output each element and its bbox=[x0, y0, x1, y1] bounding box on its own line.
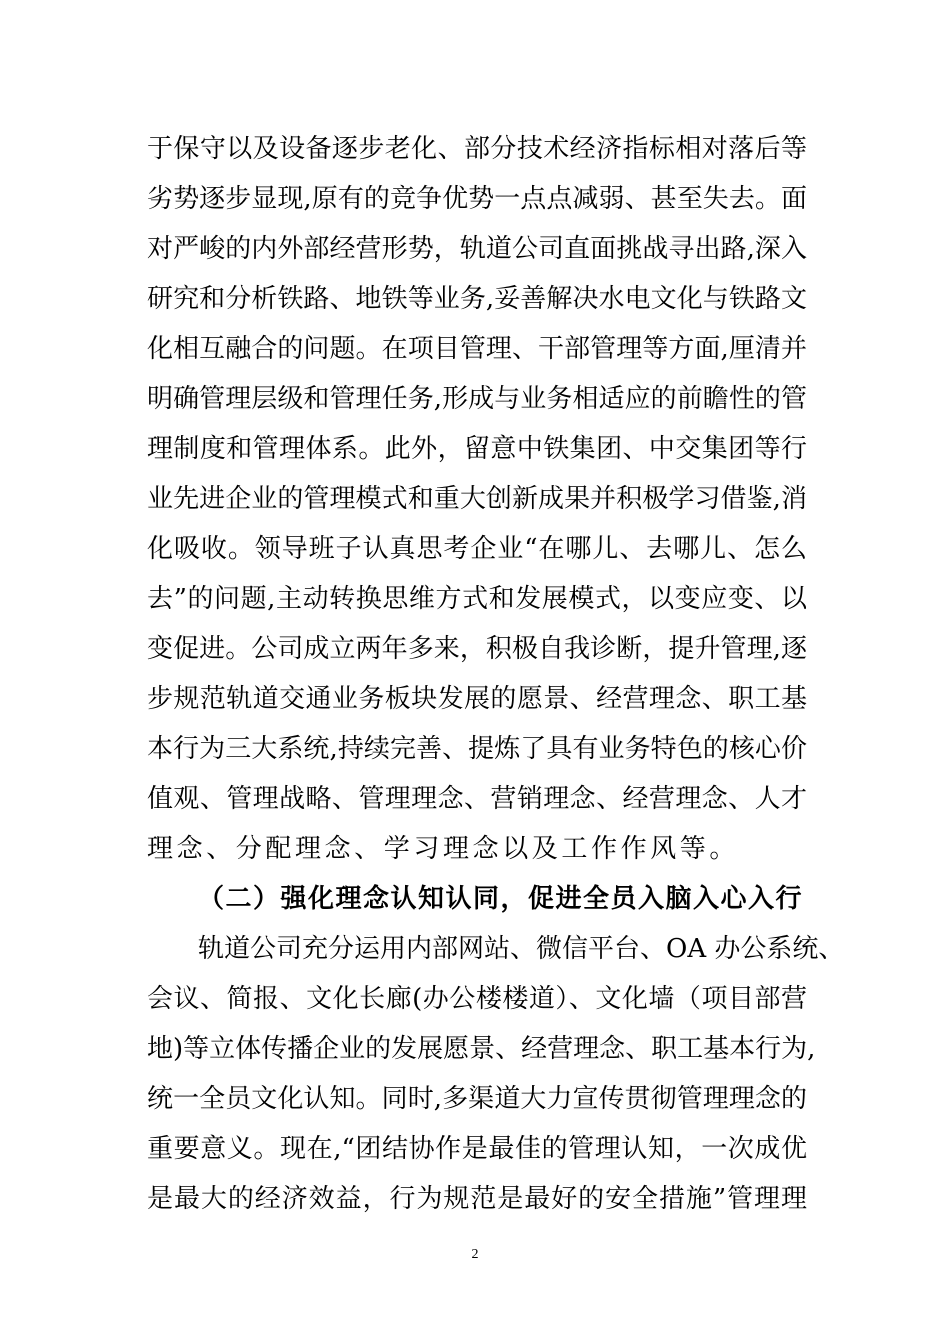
paragraph-1-line-1: 于保守以及设备逐步老化、部分技术经济指标相对落后等 bbox=[147, 134, 807, 164]
paragraph-1-line-11: 变促进。公司成立两年多来，积极自我诊断，提升管理,逐 bbox=[147, 634, 807, 664]
paragraph-2-line-2: 会议、简报、文化长廊(办公楼楼道）、文化墙（项目部营 bbox=[147, 984, 807, 1014]
paragraph-1-line-15: 理念、分配理念、学习理念以及工作作风等。 bbox=[147, 834, 740, 864]
paragraph-1-line-12: 步规范轨道交通业务板块发展的愿景、经营理念、职工基 bbox=[147, 684, 807, 714]
paragraph-2-line-5: 重要意义。现在,“团结协作是最佳的管理认知，一次成优 bbox=[147, 1134, 807, 1164]
paragraph-1-line-10: 去”的问题,主动转换思维方式和发展模式，以变应变、以 bbox=[147, 584, 807, 614]
paragraph-1-line-4: 研究和分析铁路、地铁等业务,妥善解决水电文化与铁路文 bbox=[147, 284, 807, 314]
paragraph-2-line-6: 是最大的经济效益，行为规范是最好的安全措施”管理理 bbox=[147, 1184, 807, 1214]
paragraph-1-line-9: 化吸收。领导班子认真思考企业“在哪儿、去哪儿、怎么 bbox=[147, 534, 807, 564]
paragraph-2-line-3: 地)等立体传播企业的发展愿景、经营理念、职工基本行为, bbox=[147, 1034, 816, 1064]
paragraph-1-line-8: 业先进企业的管理模式和重大创新成果并积极学习借鉴,消 bbox=[147, 484, 807, 514]
paragraph-2-line-4: 统一全员文化认知。同时,多渠道大力宣传贯彻管理理念的 bbox=[147, 1084, 807, 1114]
paragraph-1-line-3: 对严峻的内外部经营形势，轨道公司直面挑战寻出路,深入 bbox=[147, 234, 807, 264]
paragraph-1-line-13: 本行为三大系统,持续完善、提炼了具有业务特色的核心价 bbox=[147, 734, 807, 764]
paragraph-1-line-6: 明确管理层级和管理任务,形成与业务相适应的前瞻性的管 bbox=[147, 384, 807, 414]
paragraph-1-line-7: 理制度和管理体系。此外，留意中铁集团、中交集团等行 bbox=[147, 434, 807, 464]
paragraph-1-line-2: 劣势逐步显现,原有的竞争优势一点点减弱、甚至失去。面 bbox=[147, 184, 807, 214]
paragraph-1-line-14: 值观、管理战略、管理理念、营销理念、经营理念、人才 bbox=[147, 784, 807, 814]
page-number: 2 bbox=[471, 1247, 479, 1262]
paragraph-1-line-5: 化相互融合的问题。在项目管理、干部管理等方面,厘清并 bbox=[147, 334, 807, 364]
paragraph-2-line-1: 轨道公司充分运用内部网站、微信平台、OA 办公系统、 bbox=[198, 934, 845, 964]
section-heading: （二）强化理念认知认同，促进全员入脑入心入行 bbox=[198, 884, 804, 914]
